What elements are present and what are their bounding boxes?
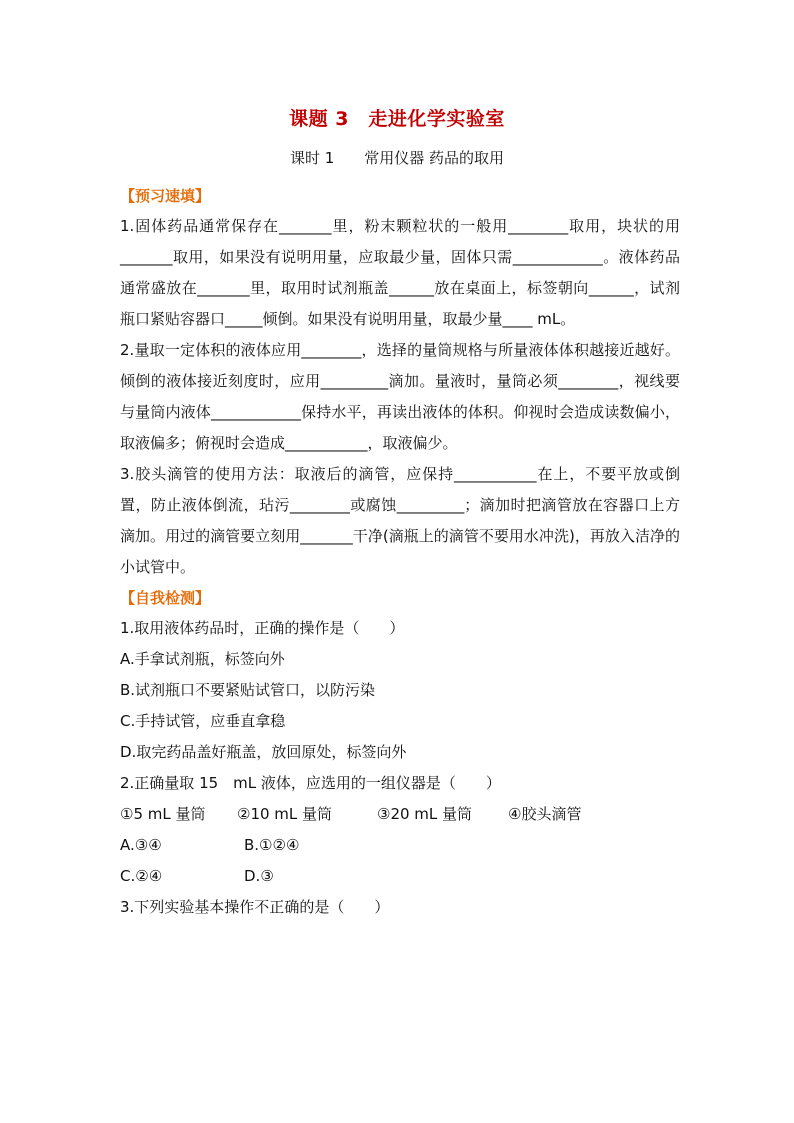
check-question-2-instruments: [120, 799, 680, 830]
check-question-1-option-d: D.取完药品盖好瓶盖，放回原处，标签向外: [120, 743, 407, 761]
check-question-1-stem: 1.取用液体药品时，正确的操作是（ ）: [120, 619, 405, 637]
preview-question-2: 2.量取一定体积的液体应用________，选择的量筒规格与所量液体体积越接近越好。倾倒的液体接近刻度时，应用_________滴加。量液时，量筒必须________，视线要与量筒内液体____________保持水平，再读出液体的体积。仰视时会造成读数偏小，取液偏多；俯视时会造成___________，取液偏少。: [120, 341, 680, 452]
preview-question-1: 1.固体药品通常保存在_______里，粉末颗粒状的一般用________取用，块状的用_______取用，如果没有说明用量，应取最少量，固体只需____________。液体药品通常盛放在_______里，取用时试剂瓶盖______放在桌面上，标签朝向______，试剂瓶口紧贴容器口_____倾倒。如果没有说明用量，取最少量____ mL。: [120, 217, 680, 328]
check-question-1-option-b: B.试剂瓶口不要紧贴试管口，以防污染: [120, 681, 376, 699]
check-question-2-stem: 2.正确量取 15 mL 液体，应选用的一组仪器是（ ）: [120, 774, 501, 792]
check-question-2-option-a: A.③④: [120, 836, 162, 854]
check-question-2-option-b: B.①②④: [244, 836, 300, 854]
instrument-item: ②10 mL 量筒: [237, 805, 333, 823]
instrument-item: ①5 mL 量筒: [120, 805, 206, 823]
check-section-heading: 【自我检测】: [120, 589, 211, 607]
preview-section-heading: 【预习速填】: [120, 187, 211, 205]
check-question-1-option-a: A.手拿试剂瓶，标签向外: [120, 650, 285, 668]
check-question-2-options-row-2: [120, 861, 680, 892]
worksheet-content: [120, 181, 680, 923]
preview-question-3: 3.胶头滴管的使用方法：取液后的滴管，应保持___________在上，不要平放或倒置，防止液体倒流，玷污________或腐蚀_________；滴加时把滴管放在容器口上方滴加。用过的滴管要立刻用_______干净(滴瓶上的滴管不要用水冲洗)，再放入洁净的小试管中。: [120, 465, 680, 576]
instrument-item: ③20 mL 量筒: [377, 805, 473, 823]
check-question-2-option-d: D.③: [244, 867, 274, 885]
instrument-item: ④胶头滴管: [508, 805, 582, 823]
check-question-1-option-c: C.手持试管，应垂直拿稳: [120, 712, 286, 730]
check-question-2-options-row-1: [120, 830, 680, 861]
check-question-2-option-c: C.②④: [120, 867, 163, 885]
lesson-subtitle: 课时 1 常用仪器 药品的取用: [289, 149, 505, 167]
lesson-title: 课题 3 走进化学实验室: [289, 108, 505, 130]
check-question-3-stem: 3.下列实验基本操作不正确的是（ ）: [120, 898, 390, 916]
